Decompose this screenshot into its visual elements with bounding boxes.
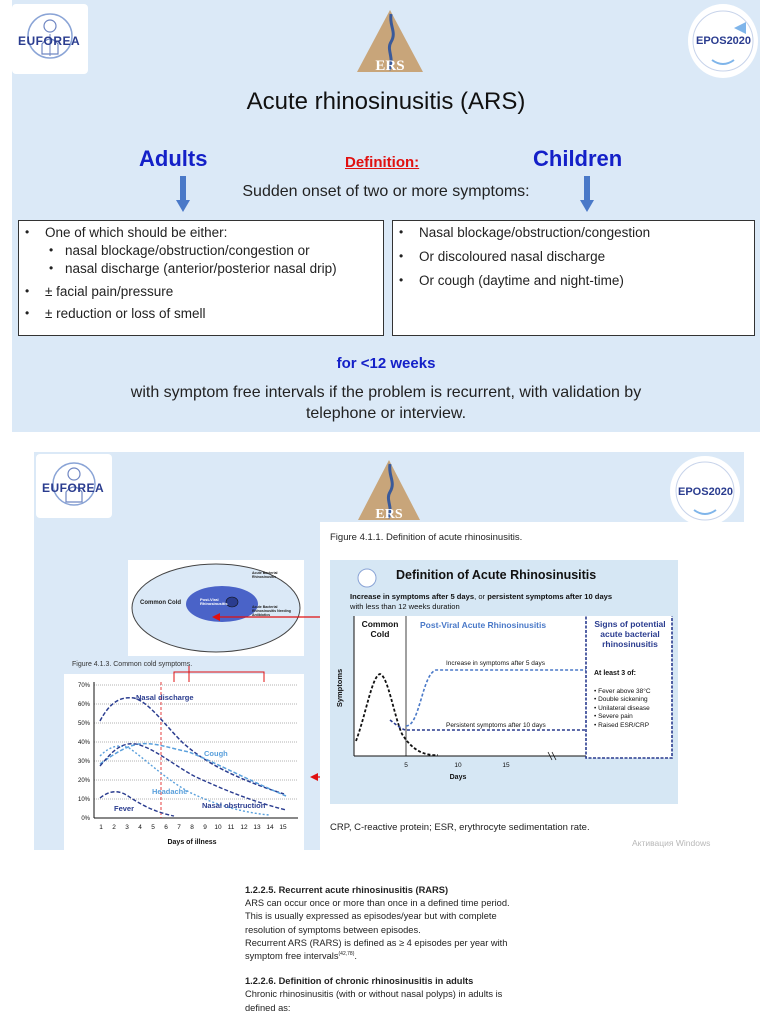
post-viral-label: Post-Viral Acute Rhinosinusitis bbox=[420, 620, 547, 630]
venn-right-label-2: Acute Bacterial Rhinosinusitis Needing Antibiotics bbox=[252, 605, 291, 617]
ers-logo bbox=[355, 8, 425, 74]
label-nasal-discharge: Nasal discharge bbox=[136, 693, 194, 702]
footer-text: with symptom free intervals if the problem is recurrent, with validation by telephone or interview. bbox=[130, 384, 642, 422]
figure-411-panel bbox=[320, 522, 744, 850]
euforea-logo-text-2: EUFOREA bbox=[42, 481, 105, 495]
xtick-3: 3 bbox=[125, 824, 129, 831]
definition-label: Definition: bbox=[345, 154, 420, 171]
xtick-8: 8 bbox=[190, 824, 194, 831]
increase-label: Increase in symptoms after 5 days bbox=[446, 660, 545, 667]
ytick-0: 0% bbox=[81, 816, 90, 822]
activation-watermark: Активация Windows bbox=[632, 838, 711, 848]
adults-item-1: ± facial pain/pressure bbox=[45, 283, 174, 299]
section-heading-rars: 1.2.2.5. Recurrent acute rhinosinusitis (RARS) bbox=[245, 885, 449, 895]
adults-criteria-box: • One of which should be either: • nasal blockage/obstruction/congestion or • nasal discharge (anterior/posterior nasal drip) • ± facial pain/pressure • ± reduction or loss of smell bbox=[18, 220, 384, 336]
epos-small-icon bbox=[356, 568, 378, 588]
slide-title: Acute rhinosinusitis (ARS) bbox=[246, 88, 526, 115]
xtick-7: 7 bbox=[177, 824, 181, 831]
section-heading-crs: 1.2.2.6. Definition of chronic rhinosinusitis in adults bbox=[245, 976, 474, 987]
xtick-13: 13 bbox=[253, 824, 261, 831]
signs-title: Signs of potential acute bacterial rhinosinusitis bbox=[594, 619, 666, 649]
epos-logo-text: EPOS2020 bbox=[696, 35, 752, 47]
chart-ylabel: Symptoms bbox=[335, 668, 344, 708]
signs-list bbox=[594, 688, 651, 730]
adults-sub-2: nasal discharge (anterior/posterior nasal drip) bbox=[65, 261, 337, 277]
sign-item: • Double sickening bbox=[594, 696, 648, 704]
fig-title: Definition of Acute Rhinosinusitis bbox=[396, 568, 597, 582]
label-cough: Cough bbox=[204, 749, 228, 758]
days-tick-15: 15 bbox=[502, 762, 510, 769]
xtick-2: 2 bbox=[112, 824, 116, 831]
slide-acute-rhinosinusitis bbox=[12, 0, 760, 432]
figure-footnote: CRP, C-reactive protein; ESR, erythrocyte sedimentation rate. bbox=[330, 822, 590, 833]
adults-item-2: ± reduction or loss of smell bbox=[45, 305, 206, 321]
ytick-30: 30% bbox=[77, 759, 90, 765]
euforea-logo bbox=[12, 4, 88, 74]
ytick-10: 10% bbox=[77, 797, 90, 803]
at-least-label: At least 3 of: bbox=[594, 670, 637, 677]
small-xlabel: Days of illness bbox=[167, 839, 217, 846]
figure-caption: Figure 4.1.1. Definition of acute rhinosinusitis. bbox=[330, 532, 523, 543]
xtick-5: 5 bbox=[151, 824, 155, 831]
venn-right-label-1: Acute Bacterial Rhinosinusitis bbox=[252, 571, 278, 579]
xtick-15: 15 bbox=[279, 824, 287, 831]
xtick-12: 12 bbox=[240, 824, 248, 831]
persistent-label: Persistent symptoms after 10 days bbox=[446, 722, 546, 729]
red-connector-arrows bbox=[34, 452, 354, 850]
rars-line-3: resolution of symptoms between episodes. bbox=[245, 924, 421, 935]
ers-logo-text-2: ERS bbox=[375, 507, 403, 522]
children-item-1: Nasal blockage/obstruction/congestion bbox=[419, 225, 651, 240]
epos-logo-text-2: EPOS2020 bbox=[678, 486, 734, 498]
venn-outer-label: Common Cold bbox=[140, 600, 181, 606]
children-heading: Children bbox=[533, 146, 623, 171]
fig-subtitle-2: with less than 12 weeks duration bbox=[350, 602, 460, 611]
reference: (42,78) bbox=[338, 950, 355, 957]
epos-logo bbox=[688, 4, 758, 78]
rars-line-2: This is usually expressed as episodes/year but with complete bbox=[245, 911, 497, 922]
ytick-50: 50% bbox=[77, 721, 90, 727]
adults-lead-text: One of which should be either: bbox=[45, 225, 228, 240]
small-fig-caption: Figure 4.1.3. Common cold symptoms. bbox=[72, 661, 193, 668]
sign-item: • Raised ESR/CRP bbox=[594, 721, 650, 729]
xtick-10: 10 bbox=[214, 824, 222, 831]
fig-sub-a: Increase in symptoms after 5 days bbox=[350, 592, 475, 601]
xtick-6: 6 bbox=[164, 824, 168, 831]
fig-sub-c: persistent symptoms after 10 days bbox=[487, 592, 613, 601]
euforea-logo-text: EUFOREA bbox=[18, 34, 81, 48]
crs-line-2: defined as: bbox=[245, 1002, 291, 1013]
ers-logo-text: ERS bbox=[375, 58, 405, 74]
document-text bbox=[245, 884, 545, 1015]
rars-line-4: Recurrent ARS (RARS) is defined as ≥ 4 episodes per year with bbox=[245, 937, 508, 948]
ers-logo-2 bbox=[356, 458, 422, 522]
common-cold-label: Common Cold bbox=[361, 619, 399, 639]
children-criteria-box: • Nasal blockage/obstruction/congestion • Or discoloured nasal discharge • Or cough (daytime and night-time) bbox=[392, 220, 755, 336]
xtick-11: 11 bbox=[227, 824, 235, 831]
ytick-40: 40% bbox=[77, 740, 90, 746]
sign-item: • Fever above 38°C bbox=[594, 688, 651, 695]
rars-line-1: ARS can occur once or more than once in a defined time period. bbox=[245, 898, 510, 909]
days-tick-10: 10 bbox=[454, 762, 462, 769]
xtick-14: 14 bbox=[266, 824, 274, 831]
label-fever: Fever bbox=[114, 804, 135, 813]
xtick-9: 9 bbox=[203, 824, 207, 831]
duration-text: for <12 weeks bbox=[336, 355, 436, 372]
adults-heading: Adults bbox=[139, 146, 208, 171]
children-item-2: Or discoloured nasal discharge bbox=[419, 249, 606, 265]
label-headache: Headache bbox=[152, 787, 188, 796]
sign-item: • Severe pain bbox=[594, 713, 633, 721]
adults-sub-1: nasal blockage/obstruction/congestion or bbox=[65, 243, 310, 259]
definition-figure bbox=[330, 560, 678, 804]
onset-text: Sudden onset of two or more symptoms: bbox=[242, 183, 530, 200]
fig-sub-b: , or bbox=[474, 592, 488, 601]
slide-figures bbox=[34, 452, 744, 850]
ytick-20: 20% bbox=[77, 778, 90, 784]
epos-logo-2 bbox=[670, 456, 740, 526]
ytick-70: 70% bbox=[77, 683, 90, 689]
venn-inner-label: Post-Viral Rhinosinusitis bbox=[200, 597, 228, 607]
label-nasal-obstruction: Nasal obstruction bbox=[202, 801, 266, 810]
chart-xlabel: Days bbox=[449, 774, 467, 781]
xtick-4: 4 bbox=[138, 824, 142, 831]
sign-item: • Unilateral disease bbox=[594, 704, 650, 712]
days-tick-5: 5 bbox=[404, 762, 408, 769]
crs-line-1: Chronic rhinosinusitis (with or without nasal polyps) in adults is bbox=[245, 989, 503, 1000]
rars-line-5: symptom free intervals$^{(42,78)}$. bbox=[245, 950, 357, 961]
children-item-3: Or cough (daytime and night-time) bbox=[419, 273, 624, 289]
xtick-1: 1 bbox=[99, 824, 103, 831]
ytick-60: 60% bbox=[77, 702, 90, 708]
fig-subtitle bbox=[350, 592, 612, 601]
